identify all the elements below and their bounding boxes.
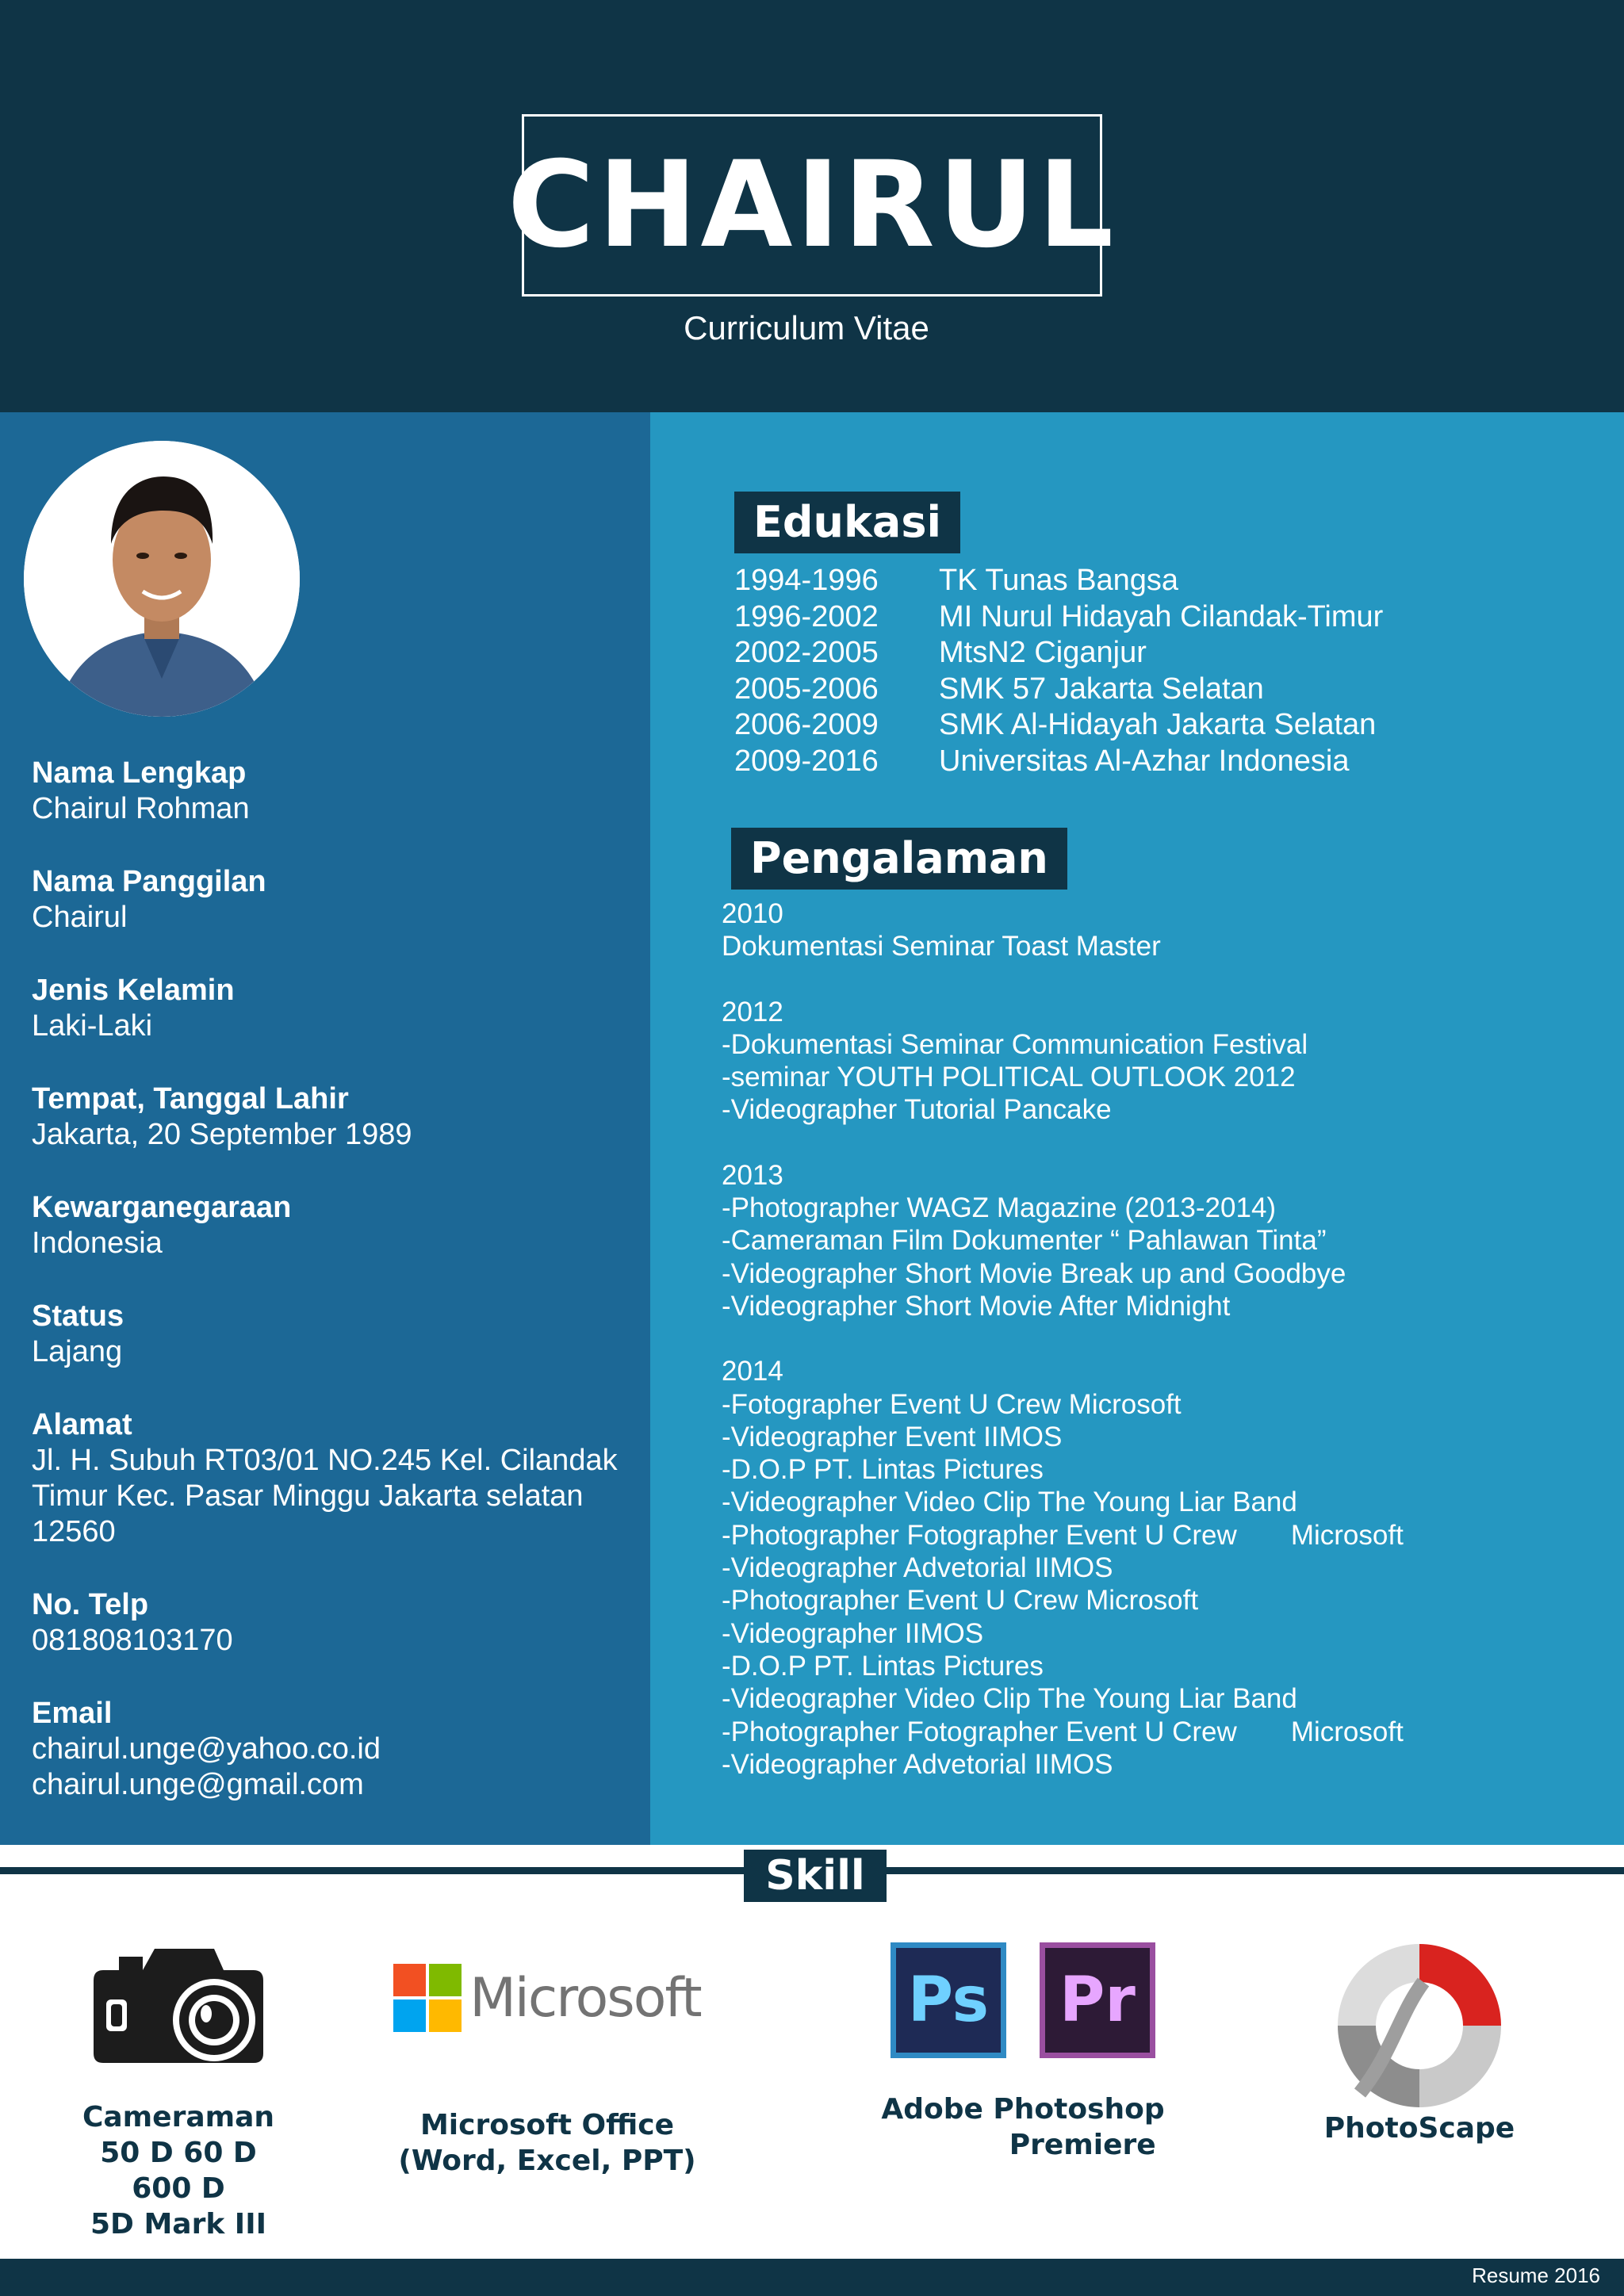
info-value: Indonesia [32, 1226, 163, 1260]
education-year: 2009-2016 [734, 744, 879, 778]
experience-item: -Videographer Short Movie Break up and Goodbye [722, 1257, 1346, 1289]
education-experience-panel [650, 412, 1624, 1845]
education-title: Edukasi [734, 492, 960, 553]
experience-item: -Photographer Event U Crew Microsoft [722, 1585, 1199, 1617]
experience-item: -D.O.P PT. Lintas Pictures [722, 1454, 1044, 1486]
experience-item: -Videographer Tutorial Pancake [722, 1094, 1112, 1126]
info-label: Tempat, Tanggal Lahir [32, 1082, 349, 1115]
education-row [734, 672, 1607, 708]
info-item [32, 972, 642, 1044]
education-school: SMK 57 Jakarta Selatan [939, 672, 1264, 706]
info-item [32, 1081, 642, 1153]
info-value: Laki-Laki [32, 1009, 153, 1043]
microsoft-grid-icon [393, 1964, 462, 2032]
info-label: Alamat [32, 1408, 132, 1441]
photoshop-icon: Ps [891, 1942, 1006, 2058]
education-year: 1996-2002 [734, 599, 879, 633]
skill-camera [48, 1934, 309, 2242]
education-year: 1994-1996 [734, 564, 879, 597]
experience-item: -Fotographer Event U Crew Microsoft [722, 1388, 1182, 1420]
microsoft-logo [381, 1958, 714, 2038]
experience-item: -Videographer IIMOS [722, 1617, 984, 1649]
skill-photoscape [1300, 1934, 1538, 2146]
education-list [734, 563, 1607, 779]
education-row [734, 744, 1607, 780]
info-value: Jakarta, 20 September 1989 [32, 1118, 412, 1151]
experience-block [722, 996, 1610, 1127]
microsoft-wordmark: Microsoft [469, 1966, 701, 2030]
name-title: CHAIRUL [507, 136, 1117, 274]
experience-year: 2014 [722, 1356, 783, 1387]
info-item [32, 1406, 642, 1550]
info-label: Kewarganegaraan [32, 1191, 292, 1224]
subtitle: Curriculum Vitae [684, 309, 929, 346]
info-item [32, 755, 642, 827]
education-school: MtsN2 Ciganjur [939, 636, 1147, 669]
info-item [32, 1586, 642, 1659]
experience-item: -Photographer Fotographer Event U Crew Microsoft [722, 1519, 1404, 1551]
education-row [734, 599, 1607, 636]
experience-year: 2012 [722, 996, 783, 1027]
header [0, 0, 1624, 412]
experience-item: -Videographer Video Clip The Young Liar Band [722, 1683, 1297, 1715]
info-label: Nama Lengkap [32, 756, 247, 790]
adobe-label: Adobe Photoshop Premiere [881, 2093, 1165, 2161]
info-label: Nama Panggilan [32, 865, 266, 898]
experience-item: -Videographer Video Clip The Young Liar Band [722, 1487, 1297, 1518]
info-label: No. Telp [32, 1588, 149, 1621]
info-item [32, 1298, 642, 1370]
personal-info-panel [0, 412, 650, 1845]
experience-item: -seminar YOUTH POLITICAL OUTLOOK 2012 [722, 1062, 1296, 1093]
experience-item: -Photographer Fotographer Event U Crew Microsoft [722, 1716, 1404, 1747]
premiere-icon: Pr [1040, 1942, 1155, 2058]
education-row [734, 563, 1607, 599]
camera-icon [87, 1934, 270, 2069]
experience-item: -Videographer Advetorial IIMOS [722, 1552, 1113, 1584]
info-value: Jl. H. Subuh RT03/01 NO.245 Kel. Cilandak Timur Kec. Pasar Minggu Jakarta selatan 12560 [32, 1444, 618, 1548]
experience-title: Pengalaman [731, 828, 1067, 890]
education-row [734, 635, 1607, 672]
experience-item: -D.O.P PT. Lintas Pictures [722, 1650, 1044, 1682]
experience-item: Dokumentasi Seminar Toast Master [722, 931, 1161, 962]
experience-item: -Photographer WAGZ Magazine (2013-2014) [722, 1192, 1277, 1224]
experience-item: -Videographer Short Movie After Midnight [722, 1290, 1231, 1322]
camera-label: Cameraman 50 D 60 D 600 D 5D Mark III [82, 2101, 275, 2241]
photoscape-label: PhotoScape [1323, 2112, 1515, 2145]
info-label: Status [32, 1299, 124, 1333]
personal-info-list [32, 755, 642, 1839]
experience-item: -Dokumentasi Seminar Communication Festival [722, 1028, 1308, 1060]
info-label: Email [32, 1697, 113, 1730]
info-item [32, 1695, 642, 1803]
experience-item: -Videographer Advetorial IIMOS [722, 1748, 1113, 1780]
name-box [507, 114, 1117, 297]
education-year: 2005-2006 [734, 672, 879, 706]
info-value: Lajang [32, 1335, 123, 1368]
adobe-icons [864, 1942, 1182, 2058]
profile-photo [24, 441, 300, 717]
experience-item: -Videographer Event IIMOS [722, 1421, 1063, 1452]
experience-item: -Cameraman Film Dokumenter “ Pahlawan Tinta” [722, 1225, 1327, 1257]
info-value: chairul.unge@yahoo.co.id chairul.unge@gmail.com [32, 1732, 381, 1801]
info-value: 081808103170 [32, 1624, 233, 1657]
experience-block [722, 1355, 1610, 1781]
footer [0, 2259, 1624, 2296]
experience-block [722, 1159, 1610, 1322]
education-row [734, 707, 1607, 744]
info-label: Jenis Kelamin [32, 974, 235, 1007]
experience-block [722, 897, 1610, 963]
experience-year: 2013 [722, 1159, 783, 1191]
skill-title: Skill [744, 1850, 887, 1902]
education-school: Universitas Al-Azhar Indonesia [939, 744, 1350, 778]
footer-text: Resume 2016 [1472, 2263, 1600, 2287]
info-item [32, 1189, 642, 1261]
experience-year: 2010 [722, 898, 783, 929]
experience-list [722, 897, 1610, 1813]
info-value: Chairul Rohman [32, 792, 250, 825]
skill-adobe [864, 1942, 1182, 2163]
skill-office [381, 1958, 714, 2179]
office-label: Microsoft Office (Word, Excel, PPT) [398, 2109, 696, 2177]
education-school: TK Tunas Bangsa [939, 564, 1179, 597]
education-year: 2006-2009 [734, 708, 879, 741]
education-school: MI Nurul Hidayah Cilandak-Timur [939, 599, 1384, 633]
education-school: SMK Al-Hidayah Jakarta Selatan [939, 708, 1377, 741]
photoscape-logo [1328, 1934, 1511, 2117]
info-item [32, 863, 642, 936]
info-value: Chairul [32, 901, 128, 934]
education-year: 2002-2005 [734, 636, 879, 669]
